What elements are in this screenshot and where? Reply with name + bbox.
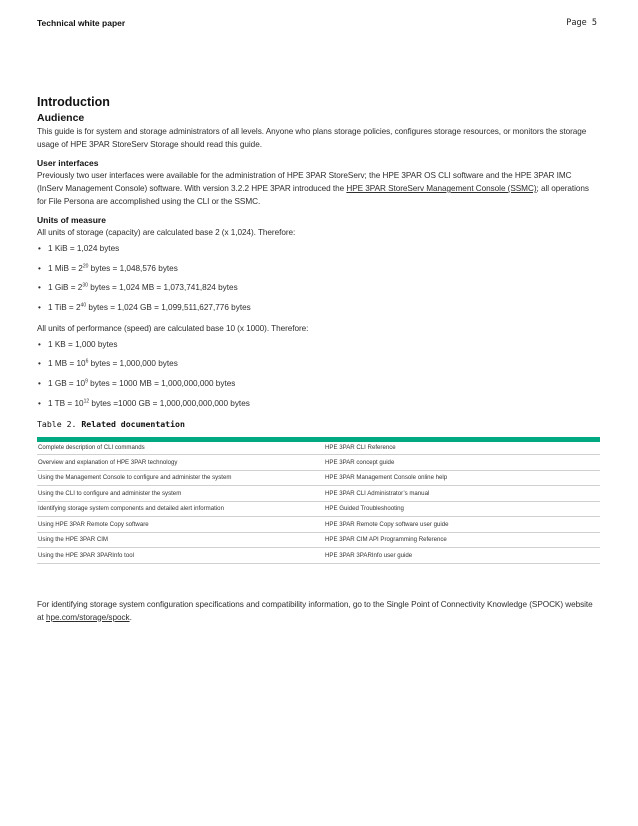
bullet: • xyxy=(38,398,41,408)
capacity-list-item: • 1 TiB = $2^{40}$ bytes = 1,024 GB = 1,099,511,627,776 bytes xyxy=(38,302,251,313)
bullet: • xyxy=(38,263,41,273)
capacity-list-item: • 1 KiB = 1,024 bytes xyxy=(38,244,120,253)
section-heading-introduction: Introduction xyxy=(37,95,110,109)
subsection-heading-units: Units of measure xyxy=(37,215,106,225)
bullet: • xyxy=(38,303,41,313)
table-row xyxy=(37,501,600,517)
spock-paragraph xyxy=(37,598,599,624)
table-cell-topic: Using the CLI to configure and administer the system xyxy=(37,486,323,502)
bullet: • xyxy=(38,283,41,293)
performance-list-item: • 1 MB = $10^6$ bytes = 1,000,000 bytes xyxy=(38,358,178,369)
table-row xyxy=(37,517,600,533)
table-cell-document: HPE Guided Troubleshooting xyxy=(323,501,600,517)
ui-text-after-link: ; all operations for File Persona are accomplished using the CLI or the SSMC. xyxy=(37,184,589,206)
bullet: • xyxy=(38,379,41,389)
table-cell-document: HPE 3PAR Management Console online help xyxy=(323,470,600,486)
page-number: Page 5 xyxy=(566,18,597,28)
audience-paragraph: This guide is for system and storage administrators of all levels. Anyone who plans storage policies, configures storage resources, or monitors the storage usage of HPE 3PAR StoreServ Storage should read this guide. xyxy=(37,127,587,149)
performance-list-item: • 1 GB = $10^9$ bytes = 1000 MB = 1,000,000,000 bytes xyxy=(38,378,236,389)
table-cell-topic: Using the HPE 3PAR CIM xyxy=(37,532,323,548)
table-cell-topic: Using the Management Console to configure and administer the system xyxy=(37,470,323,486)
table-cell-topic: Identifying storage system components and detailed alert information xyxy=(37,501,323,517)
main-content xyxy=(37,94,599,624)
table-row xyxy=(37,548,600,564)
performance-list xyxy=(37,339,599,410)
table-row xyxy=(37,486,600,502)
document-type-label: Technical white paper xyxy=(37,18,126,28)
capacity-intro: All units of storage (capacity) are calculated base 2 (x 1,024). Therefore: xyxy=(37,228,296,237)
table-cell-document: HPE 3PAR 3PARInfo user guide xyxy=(323,548,600,564)
capacity-list-item: • 1 GiB = $2^{30}$ bytes = 1,024 MB = 1,073,741,824 bytes xyxy=(38,282,238,293)
table-cell-topic: Complete description of CLI commands xyxy=(37,439,323,455)
subsection-heading-audience: Audience xyxy=(37,112,85,124)
subsection-heading-user-interfaces: User interfaces xyxy=(37,158,99,168)
bullet: • xyxy=(38,339,41,349)
table-cell-document: HPE 3PAR concept guide xyxy=(323,455,600,471)
table-title: Related documentation xyxy=(81,418,185,429)
ssmc-link[interactable]: HPE 3PAR StoreServ Management Console (SSMC) xyxy=(346,184,537,193)
table-cell-document: HPE 3PAR CLI Reference xyxy=(323,439,600,455)
table-cell-document: HPE 3PAR CIM API Programming Reference xyxy=(323,532,600,548)
table-cell-topic: Using the HPE 3PAR 3PARInfo tool xyxy=(37,548,323,564)
capacity-list-item: • 1 MiB = $2^{20}$ bytes = 1,048,576 bytes xyxy=(38,262,178,273)
performance-list-item: • 1 KB = 1,000 bytes xyxy=(38,339,118,349)
capacity-list xyxy=(37,243,599,314)
bullet: • xyxy=(38,244,41,253)
user-interfaces-paragraph xyxy=(37,169,599,208)
related-documentation-table xyxy=(37,437,600,564)
table-cell-document: HPE 3PAR Remote Copy software user guide xyxy=(323,517,600,533)
table-cell-topic: Overview and explanation of HPE 3PAR technology xyxy=(37,455,323,471)
table-row xyxy=(37,439,600,455)
spock-text-end: . xyxy=(129,612,132,622)
table-row xyxy=(37,455,600,471)
performance-intro: All units of performance (speed) are calculated base 10 (x 1000). Therefore: xyxy=(37,323,309,333)
table-cell-document: HPE 3PAR CLI Administrator’s manual xyxy=(323,486,600,502)
spock-text: For identifying storage system configuration specifications and compatibility information, go to the Single Point of Connectivity Knowledge (SPOCK) website at xyxy=(37,599,593,622)
table-caption xyxy=(37,418,599,430)
bullet: • xyxy=(38,359,41,369)
table-cell-topic: Using HPE 3PAR Remote Copy software xyxy=(37,517,323,533)
page-header xyxy=(37,18,597,32)
table-row xyxy=(37,532,600,548)
ui-text-before-link: Previously two user interfaces were available for the administration of HPE 3PAR StoreServ; the HPE 3PAR OS CLI software and the HPE 3PAR IMC (InServ Management Console) software. With version 3.2.2 HPE 3PAR introduced the xyxy=(37,171,572,193)
performance-list-item: • 1 TB = $10^{12}$ bytes =1000 GB = 1,000,000,000,000 bytes xyxy=(38,398,250,408)
spock-link[interactable]: hpe.com/storage/spock xyxy=(45,612,130,622)
table-row xyxy=(37,470,600,486)
table-number: Table 2. xyxy=(37,418,77,429)
